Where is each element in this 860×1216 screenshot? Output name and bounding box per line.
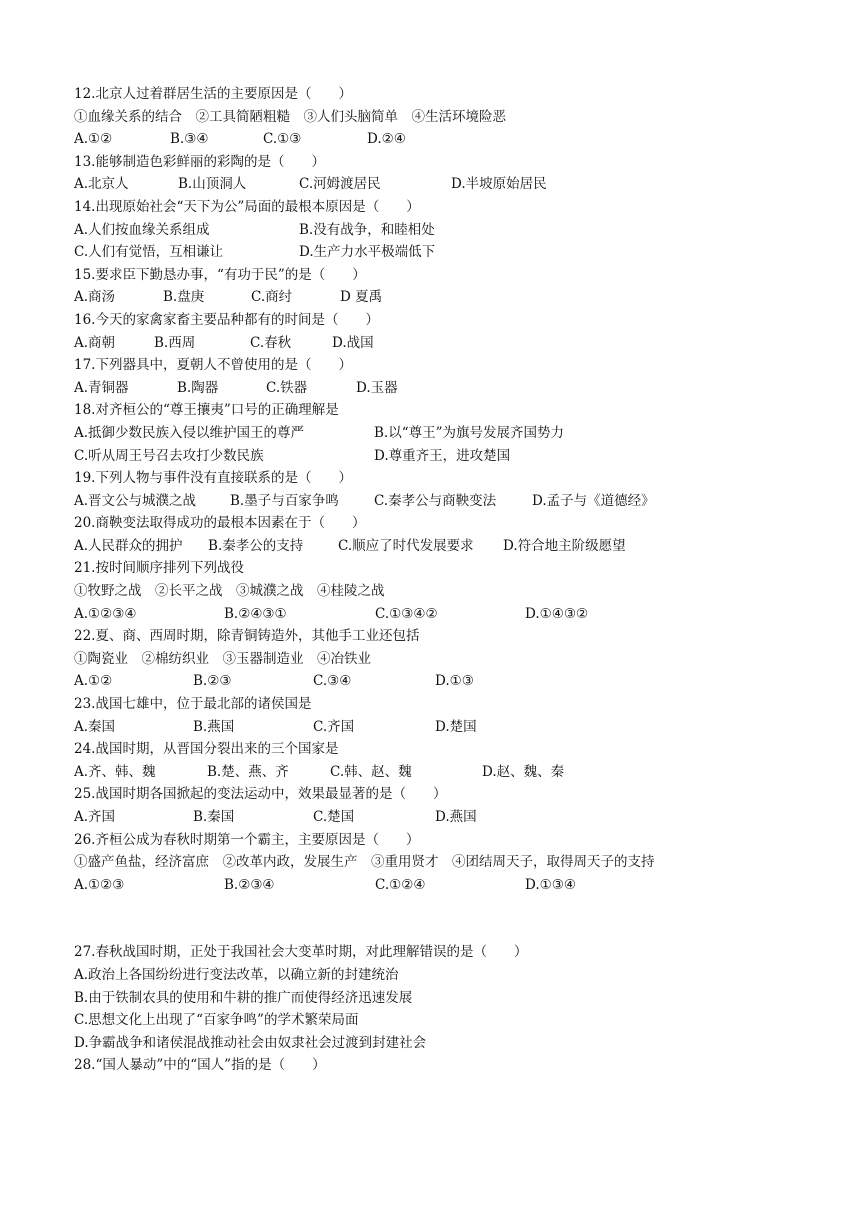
option-b[interactable]: B.②③④	[224, 876, 275, 893]
question-16-stem: 16.今天的家禽家畜主要品种都有的时间是（ ）	[74, 311, 379, 328]
question-26-stem: 26.齐桓公成为春秋时期第一个霸主，主要原因是（ ）	[74, 831, 420, 848]
question-26-options	[74, 874, 834, 897]
question-14-options-1	[74, 219, 834, 242]
option-b[interactable]: B.秦国	[193, 809, 235, 825]
option-b[interactable]: B.②④③①	[224, 605, 287, 622]
question-27-stem: 27.春秋战国时期，正处于我国社会大变革时期，对此理解错误的是（ ）	[74, 944, 528, 961]
question-13-options	[74, 173, 834, 196]
option-b[interactable]: B.盘庚	[163, 289, 205, 306]
question-17-options	[74, 377, 834, 400]
option-a[interactable]: A.北京人	[74, 176, 129, 193]
option-c[interactable]: C.思想文化上出现了“百家争鸣”的学术繁荣局面	[74, 1012, 359, 1029]
option-b[interactable]: B.由于铁制农具的使用和牛耕的推广而使得经济迅速发展	[74, 989, 413, 1006]
option-a[interactable]: A.①②③④	[74, 605, 137, 622]
option-a[interactable]: A.青铜器	[74, 379, 129, 396]
option-b[interactable]: B.②③	[193, 673, 232, 690]
option-a[interactable]: A.①②	[74, 131, 113, 148]
question-13-stem: 13.能够制造色彩鲜丽的彩陶的是（ ）	[74, 153, 325, 170]
option-d[interactable]: D.战国	[332, 334, 374, 351]
option-d[interactable]: D 夏禹	[340, 289, 383, 306]
option-a[interactable]: A.人民群众的拥护	[74, 537, 183, 554]
question-28-stem: 28.“国人暴动”中的“国人”指的是（ ）	[74, 1057, 326, 1074]
option-c[interactable]: C.③④	[313, 673, 352, 690]
question-21-stem: 21.按时间顺序排列下列战役	[74, 560, 244, 577]
option-a[interactable]: A.齐、韩、魏	[74, 763, 156, 780]
option-b[interactable]: B.③④	[170, 131, 209, 148]
option-c[interactable]: C.顺应了时代发展要求	[338, 537, 474, 554]
option-b[interactable]: B.墨子与百家争鸣	[230, 492, 339, 509]
option-a[interactable]: A.晋文公与城濮之战	[74, 492, 197, 509]
option-d[interactable]: D.半坡原始居民	[451, 176, 547, 193]
question-23-options	[74, 716, 834, 739]
option-a[interactable]: A.商朝	[74, 334, 116, 351]
option-d[interactable]: D.②④	[367, 131, 406, 148]
option-d[interactable]: D.①④③②	[525, 605, 589, 622]
question-21-options	[74, 603, 834, 626]
question-18-options-2	[74, 445, 834, 468]
option-a[interactable]: A.政治上各国纷纷进行变法改革，以确立新的封建统治	[74, 966, 399, 983]
option-b[interactable]: B.楚、燕、齐	[207, 763, 289, 780]
question-18-stem: 18.对齐桓公的“尊王攘夷”口号的正确理解是	[74, 402, 339, 419]
option-c[interactable]: C.铁器	[266, 379, 308, 396]
option-a[interactable]: A.齐国	[74, 809, 116, 825]
option-b[interactable]: B.没有战争，和睦相处	[299, 221, 435, 238]
option-c[interactable]: C.春秋	[250, 334, 292, 351]
option-a[interactable]: A.①②③	[74, 876, 125, 893]
option-c[interactable]: C.秦孝公与商鞅变法	[374, 492, 497, 509]
option-d[interactable]: D.符合地主阶级愿望	[503, 537, 626, 554]
question-22-options	[74, 670, 834, 693]
blank-gap	[74, 896, 834, 941]
option-d[interactable]: D.赵、魏、秦	[482, 763, 565, 780]
option-d[interactable]: D.争霸战争和诸侯混战推动社会由奴隶社会过渡到封建社会	[74, 1034, 427, 1051]
question-24-options	[74, 761, 834, 784]
option-c[interactable]: C.齐国	[313, 718, 355, 735]
option-b[interactable]: B.陶器	[177, 379, 219, 396]
option-d[interactable]: D.生产力水平极端低下	[299, 244, 436, 261]
exam-page	[74, 83, 834, 1077]
option-d[interactable]: D.孟子与《道德经》	[532, 492, 655, 509]
option-c[interactable]: C.河姆渡居民	[299, 176, 381, 193]
question-23-stem: 23.战国七雄中，位于最北部的诸侯国是	[74, 696, 312, 713]
option-c[interactable]: C.商纣	[251, 289, 293, 306]
question-17-stem: 17.下列器具中，夏朝人不曾使用的是（ ）	[74, 357, 352, 374]
question-14-options-2	[74, 241, 834, 264]
option-b[interactable]: B.山顶洞人	[178, 176, 247, 193]
option-c[interactable]: C.①③	[263, 131, 302, 148]
question-22-items: ①陶瓷业 ②棉纺织业 ③玉器制造业 ④冶铁业	[74, 650, 371, 667]
option-d[interactable]: D.楚国	[435, 718, 477, 735]
option-c[interactable]: C.人们有觉悟，互相谦让	[74, 244, 224, 261]
option-d[interactable]: D.燕国	[435, 809, 477, 825]
option-d[interactable]: D.①③	[435, 673, 474, 690]
question-26-items: ①盛产鱼盐，经济富庶 ②改革内政，发展生产 ③重用贤才 ④团结周天子，取得周天子的支持	[74, 854, 655, 871]
option-d[interactable]: D.尊重齐王，进攻楚国	[374, 447, 511, 464]
option-a[interactable]: A.商汤	[74, 289, 116, 306]
question-12-options	[74, 128, 834, 151]
option-b[interactable]: B.西周	[154, 334, 196, 351]
option-c[interactable]: C.听从周王号召去攻打少数民族	[74, 447, 264, 464]
option-d[interactable]: D.玉器	[356, 379, 398, 396]
option-b[interactable]: B.燕国	[193, 718, 235, 735]
question-12-stem: 12.北京人过着群居生活的主要原因是（ ）	[74, 86, 352, 102]
option-c[interactable]: C.①②④	[375, 876, 426, 893]
question-19-options	[74, 490, 834, 513]
question-20-stem: 20.商鞅变法取得成功的最根本因素在于（ ）	[74, 515, 366, 532]
option-c[interactable]: C.楚国	[313, 809, 355, 825]
question-24-stem: 24.战国时期，从晋国分裂出来的三个国家是	[74, 741, 339, 758]
option-c[interactable]: C.韩、赵、魏	[330, 763, 412, 780]
question-25-options	[74, 806, 834, 829]
option-c[interactable]: C.①③④②	[375, 605, 438, 622]
question-14-stem: 14.出现原始社会“天下为公”局面的最根本原因是（ ）	[74, 198, 420, 215]
question-15-stem: 15.要求臣下勤恳办事，“有功于民”的是（ ）	[74, 266, 366, 283]
question-16-options	[74, 332, 834, 355]
question-19-stem: 19.下列人物与事件没有直接联系的是（ ）	[74, 470, 352, 487]
option-b[interactable]: B.秦孝公的支持	[208, 537, 304, 554]
option-a[interactable]: A.抵御少数民族入侵以维护国王的尊严	[74, 424, 305, 441]
question-22-stem: 22.夏、商、西周时期，除青铜铸造外，其他手工业还包括	[74, 628, 420, 645]
option-b[interactable]: B.以“尊王”为旗号发展齐国势力	[374, 424, 565, 441]
question-15-options	[74, 286, 834, 309]
option-a[interactable]: A.秦国	[74, 718, 116, 735]
question-25-stem: 25.战国时期各国掀起的变法运动中，效果最显著的是（ ）	[74, 786, 447, 803]
question-20-options	[74, 535, 834, 558]
option-a[interactable]: A.①②	[74, 673, 113, 690]
option-d[interactable]: D.①③④	[525, 876, 576, 893]
question-18-options-1	[74, 422, 834, 445]
option-a[interactable]: A.人们按血缘关系组成	[74, 221, 210, 238]
question-21-items: ①牧野之战 ②长平之战 ③城濮之战 ④桂陵之战	[74, 583, 385, 600]
question-12-items: ①血缘关系的结合 ②工具简陋粗糙 ③人们头脑简单 ④生活环境险恶	[74, 108, 506, 125]
